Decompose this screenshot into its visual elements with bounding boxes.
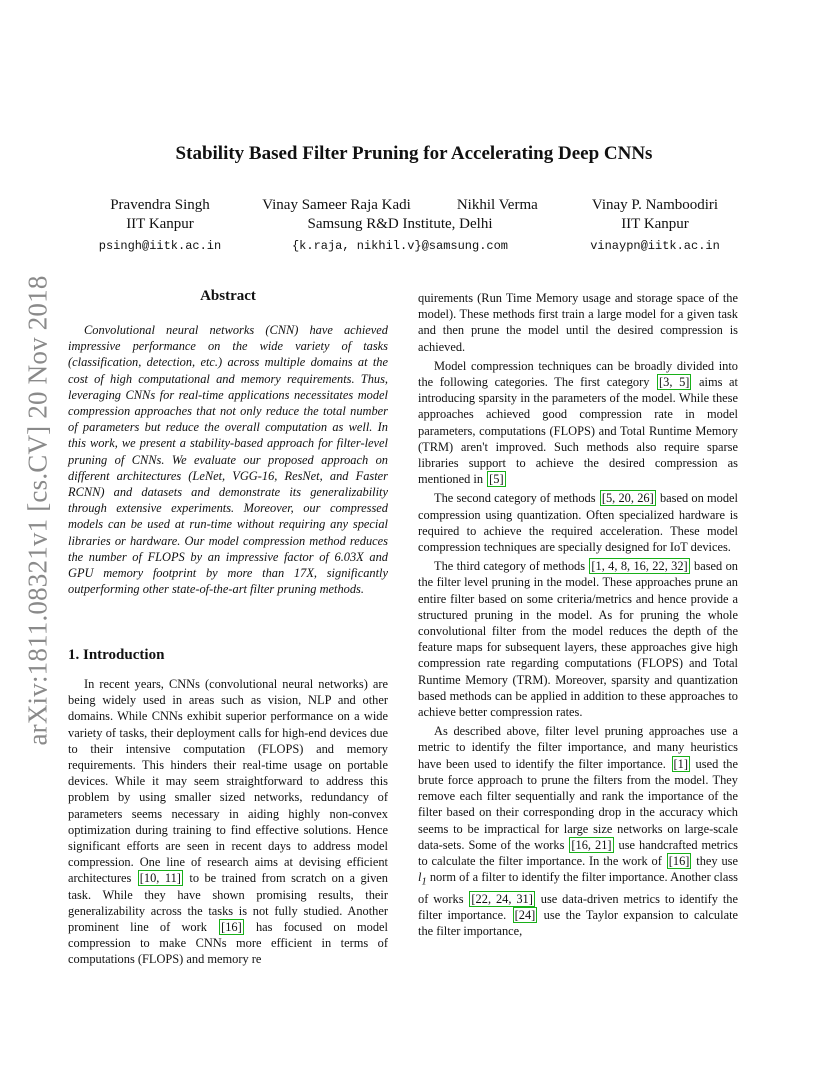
author-affiliation: IIT Kanpur — [126, 216, 194, 232]
citation-link[interactable]: [1, 4, 8, 16, 22, 32] — [591, 559, 688, 574]
intro-heading: 1. Introduction — [68, 647, 165, 663]
author-name: Vinay P. Namboodiri — [591, 197, 719, 213]
abstract-paragraph: Convolutional neural networks (CNN) have achieved impressive performance on the wide variety of tasks (classification, detection, etc.) across multiple domains at the cost of high computational and memory requirements. Thus, leveraging CNNs for real-time applications necessitates model compression approaches that not only reduce the total number of parameters but reduce the overall computation as well. In this work, we present a stability-based approach for filter-level pruning of CNNs. We evaluate our proposed approach on different architectures (LeNet, VGG-16, ResNet, and Faster RCNN) and datasets and demonstrate its generalizability through extensive experiments. Moreover, our compressed models can be used at run-time without requiring any special libraries or hardware. Our model compression method reduces the number of FLOPS by an impressive factor of 6.03X and GPU memory footprint by more than 17X, significantly outperforming other state-of-the-art filter pruning methods. — [68, 323, 388, 597]
citation-link[interactable]: [5, 20, 26] — [601, 491, 654, 506]
abstract-heading: Abstract — [200, 288, 256, 304]
intro-paragraph-continued: quirements (Run Time Memory usage and storage space of the model). These methods first train a large model for a given task and then prune the model until the desired compression is achieved. — [418, 291, 738, 354]
author-block — [235, 196, 565, 256]
citation-link[interactable]: [1] — [673, 756, 688, 771]
intro-column-right — [418, 290, 738, 939]
author-block — [80, 196, 240, 256]
abstract-body — [68, 322, 388, 597]
author-block — [565, 196, 745, 256]
arxiv-stamp: arXiv:1811.08321v1 [cs.CV] 20 Nov 2018 — [22, 274, 53, 746]
citation-link[interactable]: [22, 24, 31] — [471, 891, 533, 906]
citation-link[interactable]: [3, 5] — [659, 375, 690, 390]
author-email[interactable]: {k.raja, nikhil.v}@samsung.com — [291, 239, 509, 253]
intro-column-left — [68, 676, 388, 968]
citation-link[interactable]: [5] — [489, 472, 504, 487]
author-name: Pravendra Singh — [110, 197, 210, 213]
author-email[interactable]: psingh@iitk.ac.in — [98, 239, 222, 253]
paper-title: Stability Based Filter Pruning for Accelerating Deep CNNs — [175, 143, 653, 164]
author-affiliation: IIT Kanpur — [621, 216, 689, 232]
author-email[interactable]: vinaypn@iitk.ac.in — [590, 239, 720, 253]
intro-paragraph: Model compression techniques can be broadly divided into the following categories. The first category [3, 5] aims at introducing sparsity in the parameters of the model. While these approaches achieved good compression rate in model parameters, computations (FLOPS) and Total Runtime Memory (TRM) aren't improved. Such methods also require sparse libraries support to achieve the desired compression as mentioned in [5] — [418, 358, 738, 487]
citation-link[interactable]: [16, 21] — [571, 837, 612, 852]
author-affiliation: Samsung R&D Institute, Delhi — [307, 216, 493, 232]
citation-link[interactable]: [16] — [221, 920, 242, 935]
citation-link[interactable]: [16] — [668, 853, 690, 868]
citation-link[interactable]: [10, 11] — [139, 871, 181, 886]
citation-link[interactable]: [24] — [514, 907, 536, 922]
math-l1: $l_1$ — [418, 870, 427, 888]
intro-paragraph: The third category of methods [1, 4, 8, 16, 22, 32] based on the filter level pruning in the model. These approaches prune an entire filter based on some criteria/metrics and hence provide a structured pruning in the model. As for pruning the whole convolutional filter from the model reduces the depth of the feature maps for subsequent layers, these approaches give high compression rate regarding computations (FLOPS) and Total Runtime Memory (TRM). Moreover, sparsity and quantization based methods can be applied in addition to these approaches to achieve better compression rates. — [418, 559, 738, 720]
intro-paragraph: As described above, filter level pruning approaches use a metric to identify the filter importance, and many heuristics have been used to identify the filter importance. [1] used the brute force approach to prune the filters from the model. They remove each filter sequentially and rank the importance of the filter based on their corresponding drop in the accuracy which seems to be impractical for large size networks on large-scale data-sets. Some of the works [16, 21] use handcrafted metrics to calculate the filter importance. In the work of [16] they use $l_1$ norm of a filter to identify the filter importance. Another class of works [22, 24, 31] use data-driven metrics to identify the filter importance. [24] use the Taylor expansion to calculate the filter importance, — [418, 724, 739, 939]
intro-paragraph: The second category of methods [5, 20, 26] based on model compression using quantization. Often specialized hardware is required to achieve the required acceleration. These model compression techniques are specially designed for IoT devices. — [418, 491, 738, 555]
intro-paragraph: In recent years, CNNs (convolutional neural networks) are being widely used in areas such as vision, NLP and other domains. While CNNs exhibit superior performance on a wide variety of tasks, their deployment calls for high-end devices due to their intensive computation (FLOPS) and memory requirements. This hinders their real-time usage on portable devices. While it may seem straightforward to address this problem by using smaller sized networks, redundancy of parameters seems necessary in aiding highly non-convex optimization during training to find effective solutions. Hence significant efforts are seen in recent days to address model compression. One line of research aims at devising efficient architectures [10, 11] to be trained from scratch on a given task. While they have shown promising results, their generalizability across the tasks is not fully studied. Another prominent line of work [16] has focused on model compression to make CNNs more efficient in terms of computations (FLOPS) and memory re — [68, 677, 388, 967]
author-name: Vinay Sameer Raja Kadi Nikhil Verma — [262, 197, 538, 213]
